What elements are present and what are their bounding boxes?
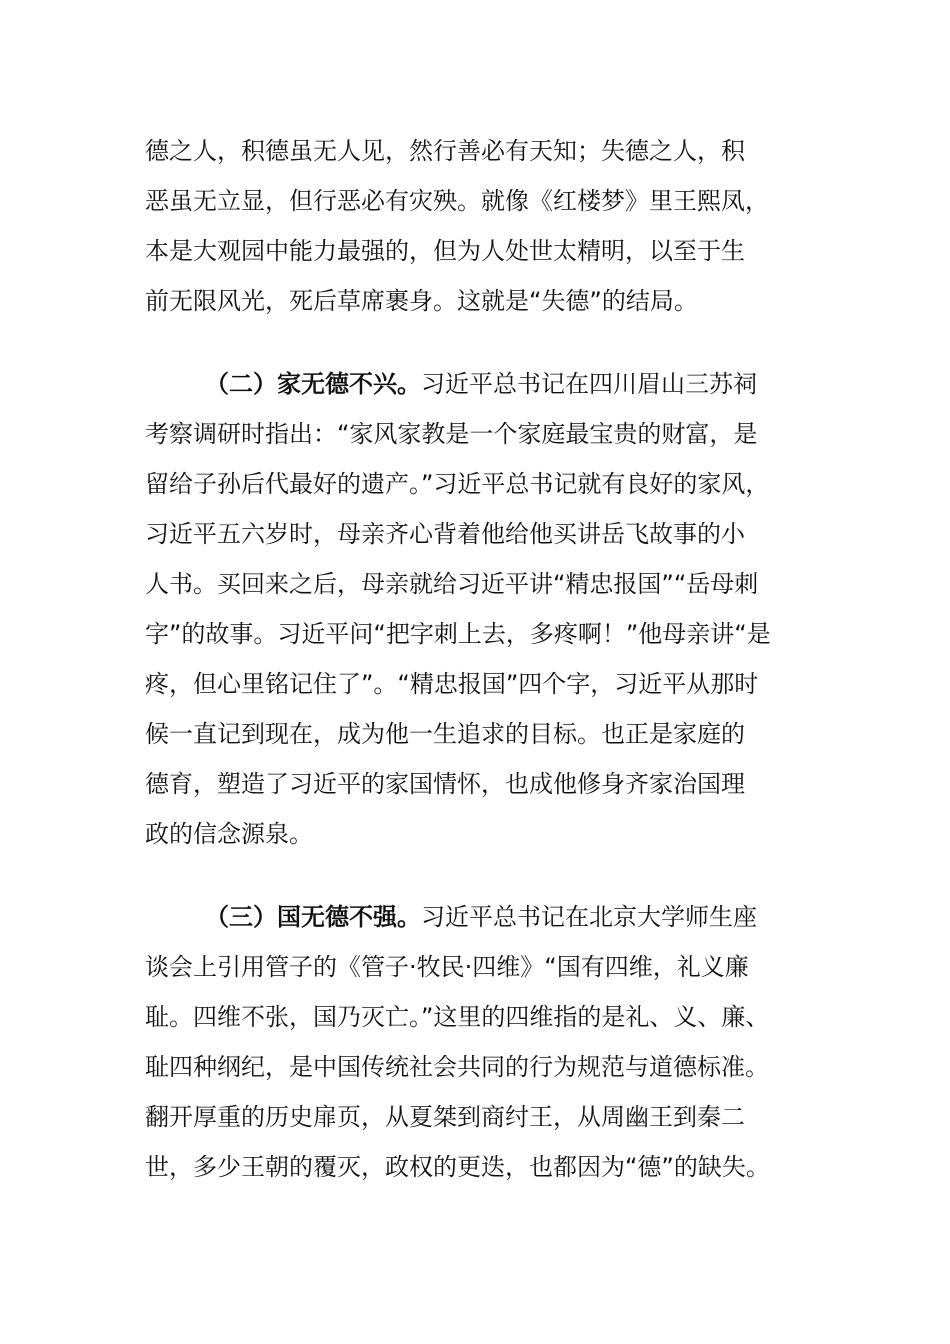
text-line: 疼，但心里铭记住了”。“精忠报国”四个字，习近平从那时: [145, 670, 759, 698]
text-line: 德之人，积德虽无人见，然行善必有天知；失德之人，积: [145, 137, 745, 165]
paragraph-3-nation: [145, 892, 825, 1192]
text-line: 德育，塑造了习近平的家国情怀，也成他修身齐家治国理: [145, 770, 745, 798]
paragraph-first-line: [145, 892, 825, 942]
section-heading-nation: （三）国无德不强。: [205, 903, 421, 931]
heading-continuation: 习近平总书记在北京大学师生座: [421, 903, 757, 931]
paragraph-1: [145, 126, 825, 326]
paragraph-first-line: [145, 359, 825, 409]
text-line: 翻开厚重的历史扉页，从夏桀到商纣王，从周幽王到秦二: [145, 1103, 745, 1131]
text-line: 考察调研时指出：“家风家教是一个家庭最宝贵的财富，是: [145, 420, 758, 448]
text-line: 候一直记到现在，成为他一生追求的目标。也正是家庭的: [145, 720, 745, 748]
text-line: 习近平五六岁时，母亲齐心背着他给他买讲岳飞故事的小: [145, 520, 745, 548]
heading-continuation: 习近平总书记在四川眉山三苏祠: [421, 370, 757, 398]
paragraph-2-family: [145, 359, 825, 859]
text-line: 政的信念源泉。: [145, 820, 313, 848]
text-line: 世，多少王朝的覆灭，政权的更迭，也都因为“德”的缺失。: [145, 1153, 770, 1181]
text-line: 字”的故事。习近平问“把字刺上去，多疼啊！”他母亲讲“是: [145, 620, 771, 648]
text-line: 耻。四维不张，国乃灭亡。”这里的四维指的是礼、义、廉、: [145, 1003, 770, 1031]
text-line: 谈会上引用管子的《管子·牧民·四维》“国有四维，礼义廉: [145, 953, 749, 981]
text-line: 前无限风光，死后草席裹身。这就是“失德”的结局。: [145, 287, 698, 315]
text-line: 本是大观园中能力最强的，但为人处世太精明，以至于生: [145, 237, 745, 265]
document-body: [145, 126, 825, 1192]
text-line: 留给子孙后代最好的遗产。”习近平总书记就有良好的家风，: [145, 470, 770, 498]
text-line: 恶虽无立显，但行恶必有灾殃。就像《红楼梦》里王熙凤，: [145, 187, 769, 215]
section-heading-family: （二）家无德不兴。: [205, 370, 421, 398]
text-line: 人书。买回来之后，母亲就给习近平讲“精忠报国”“岳母刺: [145, 570, 759, 598]
text-line: 耻四种纲纪，是中国传统社会共同的行为规范与道德标准。: [145, 1053, 769, 1081]
